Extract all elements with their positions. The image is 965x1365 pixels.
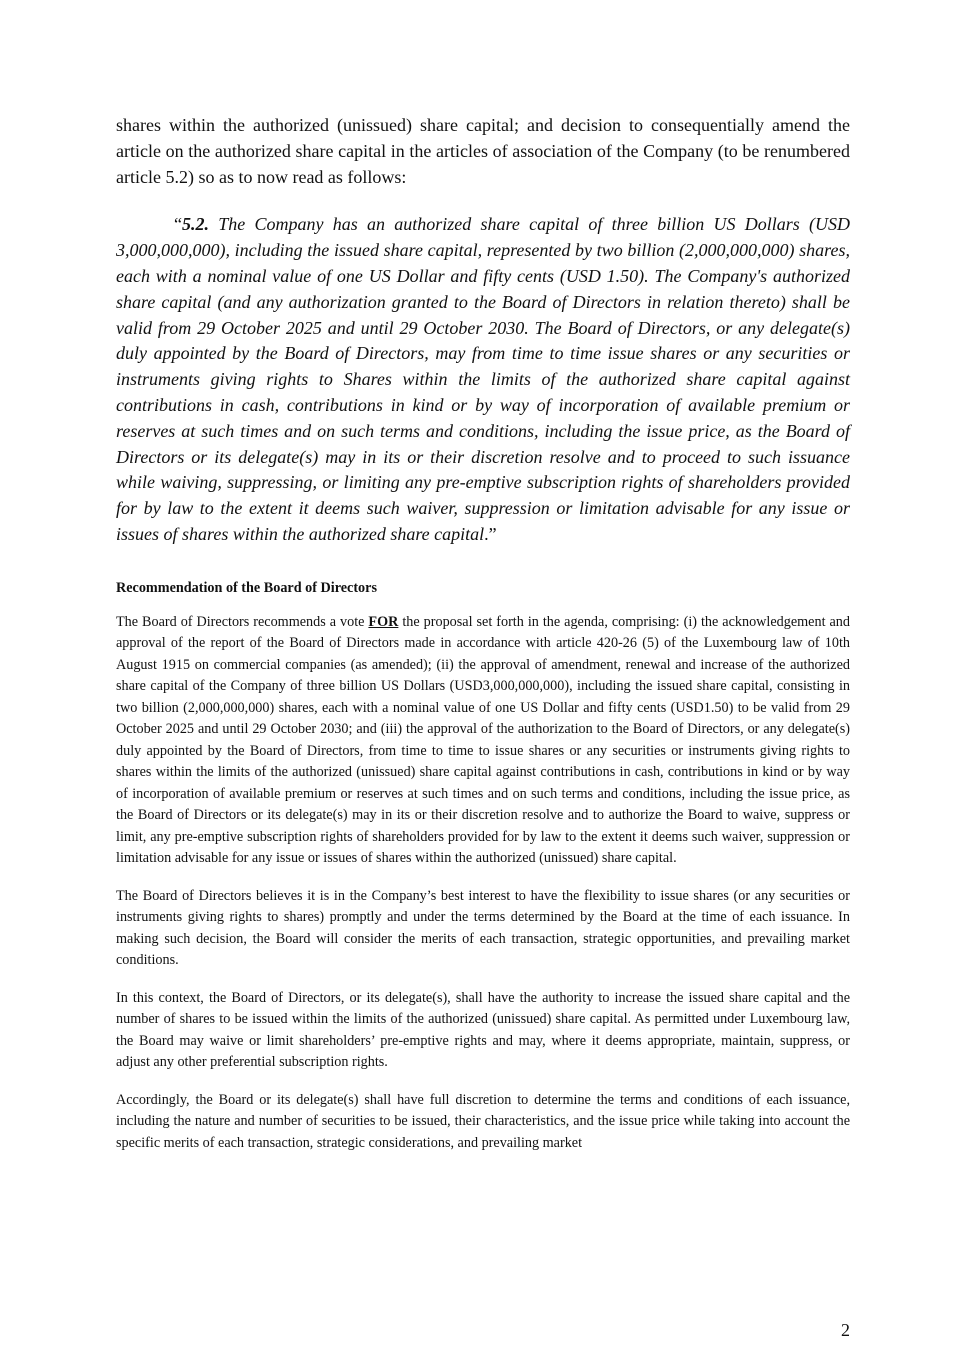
recommendation-heading: Recommendation of the Board of Directors: [116, 579, 377, 596]
article-body: The Company has an authorized share capital of three billion US Dollars (USD 3,000,000,000), including the issued share capital, represented by two billion (2,000,000,000) shares, each with a nominal value of one US Dollar and fifty cents (USD 1.50). The Company's authorized share capital (and any authorization granted to the Board of Directors in relation thereto) shall be valid from 29 October 2025 and until 29 October 2030. The Board of Directors, or any delegate(s) duly appointed by the Board of Directors, may from time to time issue shares or any securities or instruments giving rights to Shares within the limits of the authorized share capital against contributions in cash, contributions in kind or by way of incorporation of available premium or reserves at such times and on such terms and conditions, including the issue price, as the Board of Directors or its delegate(s) may in its or their discretion resolve and to proceed to such issuance while waiving, suppressing, or limiting any pre-emptive subscription rights of shareholders provided for by law to the extent it deems such waiver, suppression or limitation advisable for any issue or issues of shares within the authorized share capital: [116, 214, 850, 544]
vote-for-label: FOR: [368, 613, 399, 630]
recommendation-paragraph-1: [116, 612, 850, 870]
p1-before: The Board of Directors recommends a vote: [116, 613, 369, 630]
document-page: [116, 113, 850, 1154]
p1-after: the proposal set forth in the agenda, comprising: (i) the acknowledgement and approval of the report of the Board of Directors made in accordance with article 420-26 (5) of the Luxembourg law of 10th August 1915 on commercial companies (as amended); (ii) the approval of amendment, renewal and increase of the authorized share capital of the Company of three billion US Dollars (USD3,000,000,000), including the issued share capital, consisting in two billion (2,000,000,000) shares, each with a nominal value of one US Dollar and fifty cents (USD1.50) to be valid from 29 October 2025 and until 29 October 2030; and (iii) the approval of the authorization to the Board of Directors, or any delegate(s) duly appointed by the Board of Directors, from time to time to issue shares or any securities or instruments giving rights to shares within the limits of the authorized (unissued) share capital against contributions in cash, contributions in kind or by way of incorporation of available premium or reserves at such times and on such terms and conditions, including the issue price, as the Board of Directors or its delegate(s) may in its or their discretion resolve and to authorize the Board to waive, suppress or limit, any pre-emptive subscription rights of shareholders provided for by law to the extent it deems such waiver, suppression or limitation advisable for any issue or issues of shares within the authorized (unissued) share capital.: [116, 613, 850, 867]
recommendation-paragraph-3: In this context, the Board of Directors, or its delegate(s), shall have the authority to increase the issued share capital and the number of shares to be issued within the limits of the authorized (unissued) share capital. As permitted under Luxembourg law, the Board may waive or limit shareholders’ pre-emptive rights and may, where it deems appropriate, maintain, suppress, or adjust any other preferential subscription rights.: [116, 989, 850, 1071]
article-number: 5.2.: [182, 214, 209, 235]
recommendation-paragraph-4: Accordingly, the Board or its delegate(s) shall have full discretion to determine the terms and conditions of each issuance, including the nature and number of securities to be issued, their characteristics, and the issue price while taking into account the specific merits of each transaction, strategic considerations, and prevailing market: [116, 1091, 850, 1151]
page-number: 2: [841, 1320, 850, 1340]
recommendation-paragraph-2: The Board of Directors believes it is in the Company’s best interest to have the flexibility to issue shares (or any securities or instruments giving rights to shares) promptly and under the terms determined by the Board at the time of each issuance. In making such decision, the Board will consider the merits of each transaction, strategic opportunities, and prevailing market conditions.: [116, 887, 850, 969]
intro-paragraph: shares within the authorized (unissued) share capital; and decision to consequentially amend the article on the authorized share capital in the articles of association of the Company (to be renumbered article 5.2) so as to now read as follows:: [116, 115, 850, 187]
quote-open-mark: “: [174, 214, 182, 235]
quote-close-mark: .”: [484, 523, 497, 544]
article-quote: [116, 212, 850, 547]
